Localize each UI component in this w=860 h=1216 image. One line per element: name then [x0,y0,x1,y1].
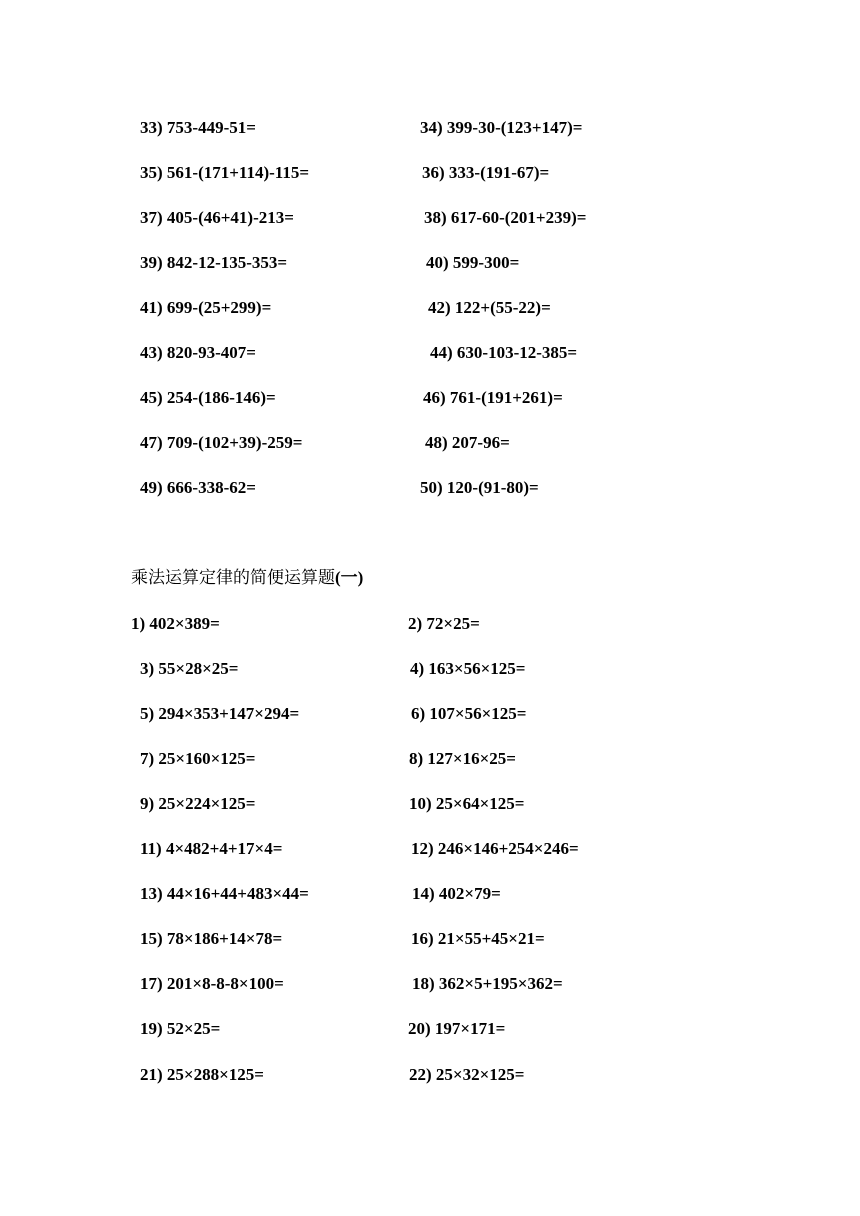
problem-18: 18) 362×5+195×362= [412,974,563,993]
problem-9: 9) 25×224×125= [140,794,256,813]
problem-14: 14) 402×79= [412,884,501,903]
problem-45: 45) 254-(186-146)= [140,388,276,407]
problem-13: 13) 44×16+44+483×44= [140,884,309,903]
problem-35: 35) 561-(171+114)-115= [140,163,310,182]
problem-46: 46) 761-(191+261)= [423,388,563,407]
problem-1: 1) 402×389= [131,614,220,633]
problem-39: 39) 842-12-135-353= [140,253,288,272]
problem-42: 42) 122+(55-22)= [428,298,551,317]
problem-48: 48) 207-96= [425,433,510,452]
problem-49: 49) 666-338-62= [140,478,256,497]
problem-22: 22) 25×32×125= [409,1065,525,1084]
problem-4: 4) 163×56×125= [410,659,526,678]
problem-19: 19) 52×25= [140,1019,221,1038]
problem-11: 11) 4×482+4+17×4= [140,839,283,858]
problem-21: 21) 25×288×125= [140,1065,264,1084]
problem-8: 8) 127×16×25= [409,749,516,768]
problem-47: 47) 709-(102+39)-259= [140,433,303,452]
problem-38: 38) 617-60-(201+239)= [424,208,587,227]
problem-17: 17) 201×8-8-8×100= [140,974,284,993]
problem-16: 16) 21×55+45×21= [411,929,545,948]
problem-5: 5) 294×353+147×294= [140,704,300,723]
problem-36: 36) 333-(191-67)= [422,163,550,182]
problem-37: 37) 405-(46+41)-213= [140,208,294,227]
problem-41: 41) 699-(25+299)= [140,298,272,317]
section-title-text: 乘法运算定律的简便运算题 [131,568,335,588]
problem-15: 15) 78×186+14×78= [140,929,283,948]
problem-20: 20) 197×171= [408,1019,506,1038]
problem-40: 40) 599-300= [426,253,520,272]
problem-34: 34) 399-30-(123+147)= [420,118,583,137]
problem-12: 12) 246×146+254×246= [411,839,579,858]
problem-3: 3) 55×28×25= [140,659,239,678]
problem-43: 43) 820-93-407= [140,343,256,362]
problem-2: 2) 72×25= [408,614,480,633]
section-title-suffix: (一) [335,568,364,587]
problem-7: 7) 25×160×125= [140,749,256,768]
problem-10: 10) 25×64×125= [409,794,525,813]
problem-50: 50) 120-(91-80)= [420,478,539,497]
problem-33: 33) 753-449-51= [140,118,256,137]
problem-6: 6) 107×56×125= [411,704,527,723]
section-title [131,567,363,589]
problem-44: 44) 630-103-12-385= [430,343,578,362]
